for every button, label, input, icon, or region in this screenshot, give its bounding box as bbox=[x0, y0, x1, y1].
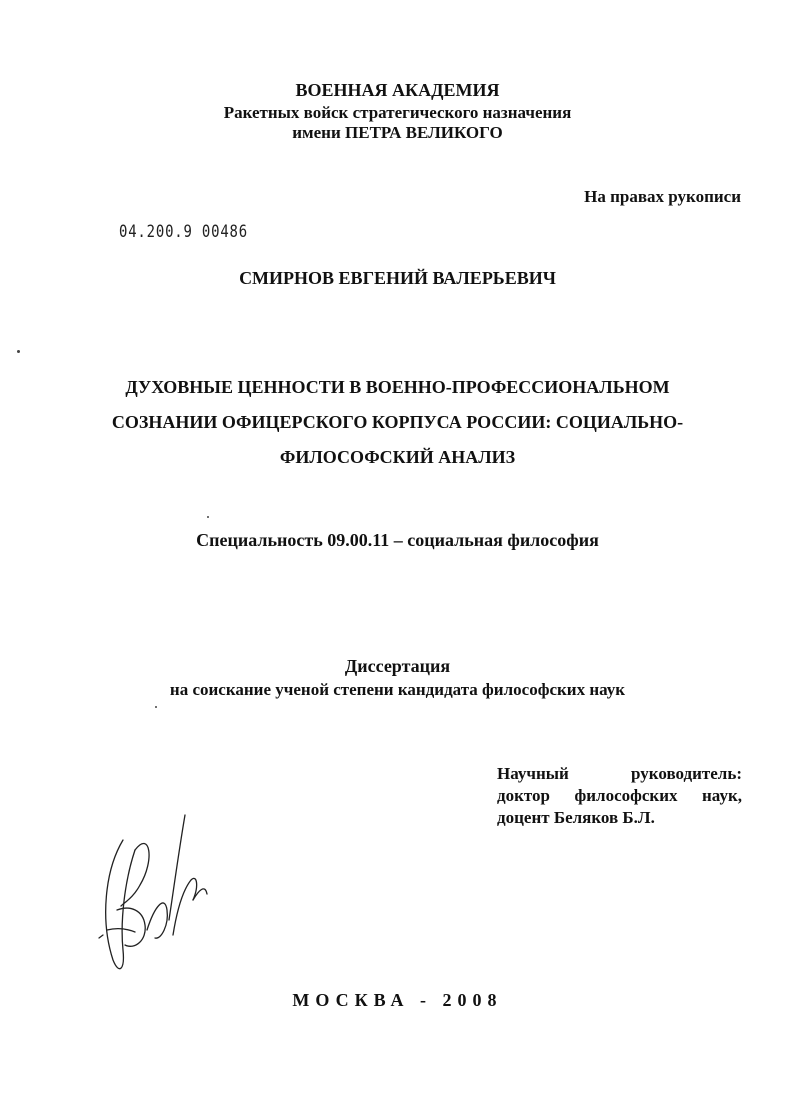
title-line: ДУХОВНЫЕ ЦЕННОСТИ В ВОЕННО-ПРОФЕССИОНАЛЬНОМ bbox=[125, 377, 670, 397]
title-line: ФИЛОСОФСКИЙ АНАЛИЗ bbox=[279, 447, 516, 467]
registration-stamp bbox=[119, 222, 248, 242]
degree-purpose: на соискание ученой степени кандидата философских наук bbox=[169, 680, 626, 699]
institution-honorific: имени ПЕТРА ВЕЛИКОГО bbox=[292, 123, 503, 142]
author-name: СМИРНОВ ЕВГЕНИЙ ВАЛЕРЬЕВИЧ bbox=[239, 268, 556, 288]
institution-subtitle: Ракетных войск стратегического назначения bbox=[223, 103, 572, 122]
supervisor-block bbox=[497, 763, 742, 829]
supervisor-name: доцент Беляков Б.Л. bbox=[497, 808, 655, 827]
scan-speck bbox=[207, 516, 209, 518]
dissertation-title bbox=[60, 370, 735, 475]
dissertation-label: Диссертация bbox=[344, 656, 451, 676]
scan-speck bbox=[17, 350, 20, 353]
manuscript-rights-note: На правах рукописи bbox=[584, 187, 741, 206]
city-year: МОСКВА - 2008 bbox=[292, 990, 503, 1010]
supervisor-role: Научный руководитель: bbox=[497, 764, 742, 783]
specialty: Специальность 09.00.11 – социальная философия bbox=[196, 530, 599, 550]
institution-name: ВОЕННАЯ АКАДЕМИЯ bbox=[295, 80, 500, 100]
registration-number: 04.200.9 00486 bbox=[119, 222, 248, 242]
handwritten-signature bbox=[95, 810, 225, 990]
scan-speck bbox=[155, 706, 157, 708]
supervisor-degree: доктор философских наук, bbox=[497, 786, 742, 805]
title-line: СОЗНАНИИ ОФИЦЕРСКОГО КОРПУСА РОССИИ: СОЦИАЛЬНО- bbox=[111, 412, 684, 432]
